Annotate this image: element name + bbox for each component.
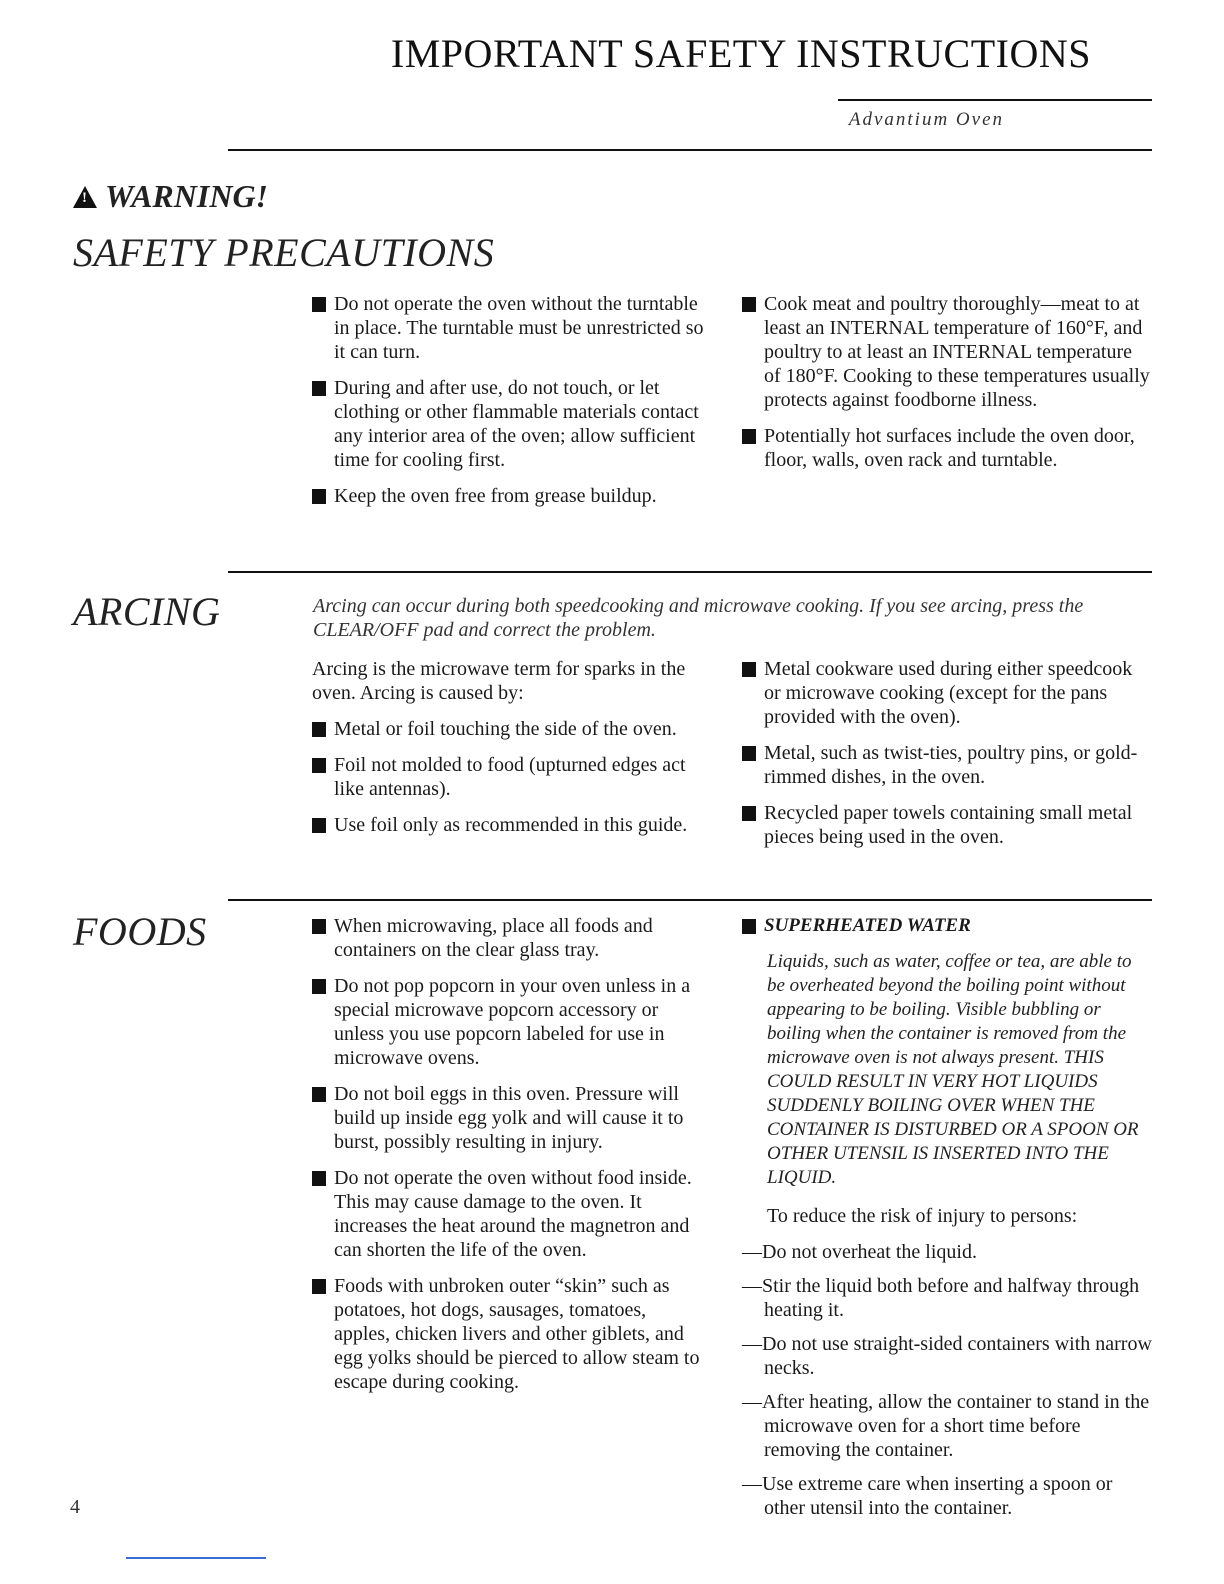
list-item: Recycled paper towels containing small metal pieces being used in the oven. <box>742 801 1152 849</box>
list-item: Use foil only as recommended in this guide. <box>312 813 704 837</box>
header-rule-short <box>838 99 1152 101</box>
foods-right-column <box>742 914 1152 1530</box>
list-item: Potentially hot surfaces include the oven door, floor, walls, oven rack and turntable. <box>742 424 1152 472</box>
list-item: Keep the oven free from grease buildup. <box>312 484 704 508</box>
bullet-square-icon <box>742 662 756 677</box>
list-item: Do not pop popcorn in your oven unless in a special microwave popcorn accessory or unless you use popcorn labeled for use in microwave ovens. <box>312 974 704 1070</box>
bullet-square-icon <box>312 979 326 994</box>
list-item: —Stir the liquid both before and halfway through heating it. <box>742 1275 1140 1321</box>
arcing-right-column <box>742 657 1152 861</box>
bullet-square-icon <box>312 1171 326 1186</box>
list-item: During and after use, do not touch, or let clothing or other flammable materials contact any interior area of the oven; allow sufficient time for cooling first. <box>312 376 704 472</box>
page-title: IMPORTANT SAFETY INSTRUCTIONS <box>390 31 1091 76</box>
list-item: Do not operate the oven without the turntable in place. The turntable must be unrestricted so it can turn. <box>312 292 704 364</box>
bullet-square-icon <box>312 919 326 934</box>
header-rule-long <box>228 149 1152 151</box>
bullet-square-icon <box>312 1087 326 1102</box>
warning-triangle-icon <box>73 186 97 208</box>
arcing-intro: Arcing can occur during both speedcooking and microwave cooking. If you see arcing, press the CLEAR/OFF pad and correct the problem. <box>313 595 1084 641</box>
foods-left-column <box>312 914 704 1406</box>
bullet-square-icon <box>312 1279 326 1294</box>
superheated-lead: To reduce the risk of injury to persons: <box>767 1205 1078 1227</box>
safety-heading: SAFETY PRECAUTIONS <box>73 230 495 275</box>
list-item: Metal cookware used during either speedcook or microwave cooking (except for the pans provided with the oven). <box>742 657 1152 729</box>
superheated-water-title: SUPERHEATED WATER <box>742 914 1152 938</box>
bullet-square-icon <box>742 429 756 444</box>
section-divider <box>228 899 1152 901</box>
safety-right-column <box>742 292 1152 484</box>
bullet-square-icon <box>312 758 326 773</box>
bullet-square-icon <box>742 297 756 312</box>
list-item: Do not boil eggs in this oven. Pressure will build up inside egg yolk and will cause it to burst, possibly resulting in injury. <box>312 1082 704 1154</box>
list-item: Cook meat and poultry thoroughly—meat to at least an INTERNAL temperature of 160°F, and poultry to at least an INTERNAL temperature of 180°F. Cooking to these temperatures usually protects against foodborne illness. <box>742 292 1152 412</box>
bullet-square-icon <box>742 746 756 761</box>
bullet-square-icon <box>742 919 756 934</box>
superheated-water-body: Liquids, such as water, coffee or tea, are able to be overheated beyond the boiling point without appearing to be boiling. Visible bubbling or boiling when the container is removed from the microwave oven is not always present. THIS COULD RESULT IN VERY HOT LIQUIDS SUDDENLY BOILING OVER WHEN THE CONTAINER IS DISTURBED OR A SPOON OR OTHER UTENSIL IS INSERTED INTO THE LIQUID. <box>767 951 1139 1188</box>
arcing-left-column <box>312 657 704 849</box>
list-item: Foods with unbroken outer “skin” such as potatoes, hot dogs, sausages, tomatoes, apples, chicken livers and other giblets, and egg yolks should be pierced to allow steam to escape during cooking. <box>312 1274 704 1394</box>
bullet-square-icon <box>312 381 326 396</box>
list-item: When microwaving, place all foods and containers on the clear glass tray. <box>312 914 704 962</box>
arcing-heading: ARCING <box>73 589 221 634</box>
bullet-square-icon <box>312 818 326 833</box>
list-item: —Do not use straight-sided containers with narrow necks. <box>742 1333 1152 1379</box>
page-subtitle: Advantium Oven <box>848 109 1004 130</box>
list-item: —Do not overheat the liquid. <box>742 1241 977 1263</box>
bottom-link-line <box>126 1557 266 1559</box>
list-item: Metal or foil touching the side of the oven. <box>312 717 704 741</box>
list-item: Do not operate the oven without food inside. This may cause damage to the oven. It increases the heat around the magnetron and can shorten the life of the oven. <box>312 1166 704 1262</box>
bullet-square-icon <box>742 806 756 821</box>
list-item: Foil not molded to food (upturned edges act like antennas). <box>312 753 704 801</box>
bullet-square-icon <box>312 297 326 312</box>
bullet-square-icon <box>312 489 326 504</box>
section-divider <box>228 571 1152 573</box>
warning-label: WARNING! <box>105 178 268 214</box>
foods-heading: FOODS <box>73 909 207 954</box>
list-item: Metal, such as twist-ties, poultry pins, or gold-rimmed dishes, in the oven. <box>742 741 1152 789</box>
safety-left-column <box>312 292 704 520</box>
page-number: 4 <box>70 1496 80 1518</box>
bullet-square-icon <box>312 722 326 737</box>
arcing-lead: Arcing is the microwave term for sparks in the oven. Arcing is caused by: <box>312 658 686 704</box>
list-item: —After heating, allow the container to stand in the microwave oven for a short time before removing the container. <box>742 1391 1150 1461</box>
warning-banner <box>73 178 268 215</box>
list-item: —Use extreme care when inserting a spoon or other utensil into the container. <box>742 1473 1113 1519</box>
